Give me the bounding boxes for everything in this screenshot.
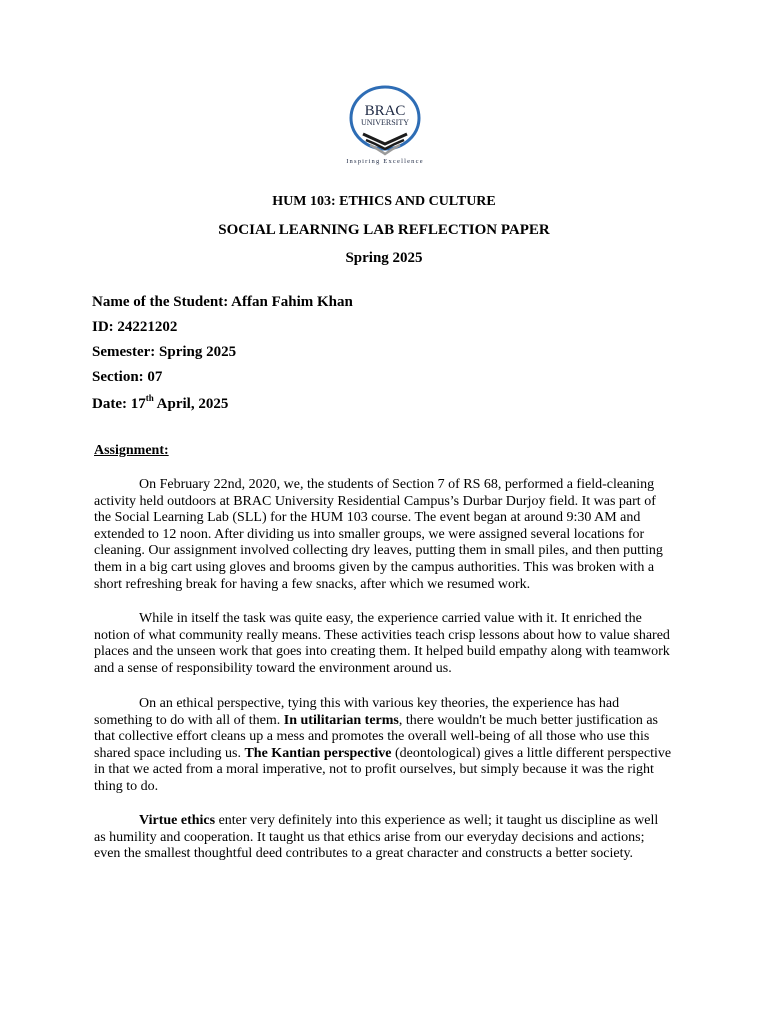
- logo-name: BRAC: [364, 103, 406, 119]
- virtue-text: enter very definitely into this experience as well; it taught us discipline as well as humility and cooperation. It taught us that ethics arise from our everyday decisions and actions; even the smallest thoughtful deed contributes to a great character and constructs a better society.: [94, 813, 659, 862]
- ethics-text-3: (deontological) gives a little different perspective in that we acted from a moral imperative, not to profit ourselves, but simply because it was the right thing to do.: [94, 745, 672, 794]
- date-ordinal: th: [145, 393, 154, 403]
- paragraph-activity: On February 22nd, 2020, we, the students of Section 7 of RS 68, performed a field-cleaning activity held outdoors at BRAC University Residential Campus’s Durbar Durjoy field. It was part of the Social Learning Lab (SLL) for the HUM 103 course. The event began at around 9:30 AM and extended to 12 noon. After dividing us into smaller groups, we were assigned several locations for cleaning. Our assignment involved collecting dry leaves, putting them in small piles, and then putting them in a big cart using gloves and brooms given by the campus authorities. This was broken with a short refreshing break for having a few snacks, after which we resumed work.: [94, 477, 663, 592]
- term-label: Spring 2025: [345, 250, 423, 266]
- paragraph-virtue: [94, 813, 672, 863]
- paper-title: SOCIAL LEARNING LAB REFLECTION PAPER: [218, 222, 550, 238]
- semester: Semester: Spring 2025: [92, 344, 237, 360]
- date-prefix: Date: 17: [92, 396, 146, 412]
- ethics-text-1: On an ethical perspective, tying this with various key theories, the experience has had something to do with all of them.: [94, 696, 620, 728]
- utilitarian-term: In utilitarian terms: [283, 712, 399, 728]
- assignment-heading: Assignment:: [94, 443, 169, 458]
- virtue-term: Virtue ethics: [139, 813, 216, 828]
- paragraph-ethics: [94, 696, 672, 796]
- university-logo: [330, 84, 440, 170]
- section: Section: 07: [92, 369, 163, 385]
- date: [92, 394, 228, 413]
- course-title: HUM 103: ETHICS AND CULTURE: [272, 194, 496, 209]
- paragraph-experience: While in itself the task was quite easy, the experience carried value with it. It enriched the notion of what community really means. These activities teach crisp lessons about how to value shared places and the unseen work that goes into creating them. It helped build empathy along with teamwork and a sense of responsibility toward the environment around us.: [94, 611, 670, 676]
- kantian-term: The Kantian perspective: [244, 745, 392, 761]
- logo-sub: UNIVERSITY: [361, 118, 409, 127]
- ethics-text-2: , there wouldn't be much better justification as that collective effort cleans up a mess and promotes the overall well-being of all those who use this shared space including us.: [94, 712, 658, 761]
- student-name: Name of the Student: Affan Fahim Khan: [92, 294, 353, 310]
- student-id: ID: 24221202: [92, 319, 178, 335]
- logo-tagline: Inspiring Excellence: [346, 158, 424, 165]
- date-suffix: April, 2025: [153, 396, 229, 412]
